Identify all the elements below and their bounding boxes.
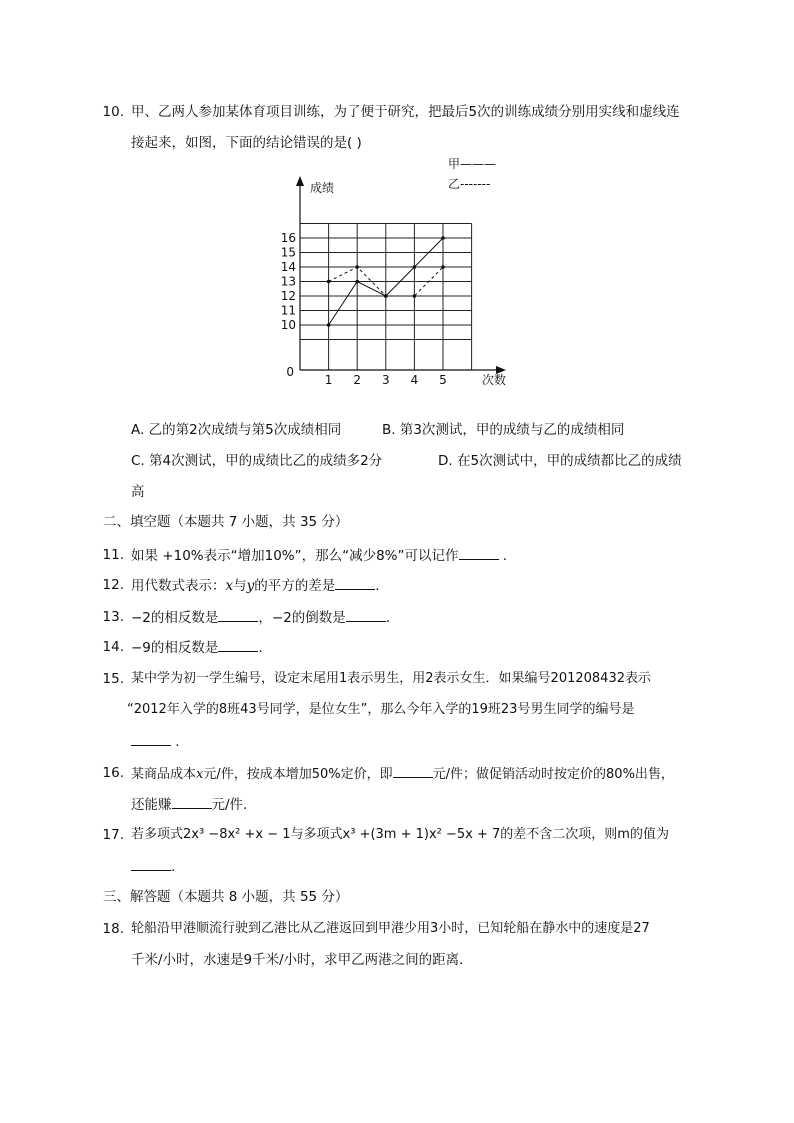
q16-text-line2	[131, 794, 247, 815]
q13-text-c: .	[385, 610, 391, 626]
q17-text-line1: 若多项式2x³ −8x² +x − 1与多项式x³ +(3m + 1)x² −5x + 7的差不含二次项，则m的值为	[131, 827, 669, 842]
q12-text	[131, 575, 380, 596]
option-c: C. 第4次测试，甲的成绩比乙的成绩多2分	[131, 453, 383, 469]
y-tick-label: 16	[280, 231, 296, 245]
q16-line2-b: 元/件.	[211, 797, 248, 813]
q16-line2-a: 还能赚	[131, 797, 172, 813]
data-point-甲	[355, 280, 359, 284]
x-tick-label: 2	[353, 373, 362, 387]
q10-text-line1: 甲、乙两人参加某体育项目训练，为了便于研究，把最后5次的训练成绩分别用实线和虚线连	[131, 104, 680, 120]
line-chart	[270, 150, 530, 390]
q13-text-b: ，−2的倒数是	[258, 610, 346, 626]
q15-text-line2: “2012年入学的8班43号同学，是位女生”，那么今年入学的19班23号男生同学的编号是	[127, 702, 635, 717]
y-axis-label: 成绩	[310, 181, 335, 195]
q13-text-a: −2的相反数是	[131, 610, 219, 626]
var-x: x	[225, 578, 234, 594]
q17-text-line2	[131, 856, 175, 877]
q14-text-a: −9的相反数是	[131, 640, 219, 656]
y-tick-label: 14	[280, 260, 296, 274]
q11-text-b: .	[498, 548, 508, 564]
question-number: 16.	[102, 765, 124, 781]
question-number: 18.	[102, 921, 124, 937]
answer-blank[interactable]	[131, 731, 171, 746]
q17-line2-end: .	[171, 859, 176, 875]
answer-blank[interactable]	[393, 763, 433, 778]
q14-text	[131, 637, 263, 658]
data-point-甲	[413, 265, 417, 269]
y-tick-label: 15	[280, 245, 296, 260]
var-x: x	[196, 767, 204, 782]
q12-text-c: 的平方的差是	[254, 578, 336, 594]
y-tick-label: 13	[280, 274, 296, 289]
origin-label: 0	[286, 365, 294, 379]
q16-text-a: 某商品成本	[131, 767, 197, 782]
legend-entry: 乙-------	[448, 177, 491, 191]
q10-text-line2: 接起来，如图，下面的结论错误的是( )	[131, 135, 362, 151]
data-point-乙	[413, 294, 417, 298]
q15-text-line3	[131, 731, 180, 752]
x-tick-label: 4	[410, 373, 419, 387]
x-tick-label: 3	[381, 373, 390, 387]
q12-text-b: 与	[233, 578, 247, 594]
q15-line3-end: .	[171, 734, 180, 750]
question-number: 15.	[102, 671, 124, 687]
section-title: 二、填空题（本题共 7 小题，共 35 分）	[103, 514, 349, 530]
answer-blank[interactable]	[131, 856, 171, 871]
option-a: A. 乙的第2次成绩与第5次成绩相同	[131, 422, 342, 438]
section-title: 三、解答题（本题共 8 小题，共 55 分）	[103, 889, 349, 905]
data-point-甲	[327, 323, 331, 327]
option-d: D. 在5次测试中，甲的成绩都比乙的成绩	[438, 453, 682, 469]
question-number: 11.	[102, 547, 124, 563]
question-number: 13.	[102, 609, 124, 625]
y-tick-label: 10	[280, 318, 296, 332]
q12-text-a: 用代数式表示：	[131, 578, 226, 594]
answer-blank[interactable]	[218, 637, 258, 652]
data-point-甲	[441, 236, 445, 240]
answer-blank[interactable]	[172, 794, 212, 809]
q16-text-c: 元/件；做促销活动时按定价的80%出售，	[432, 767, 674, 782]
q12-text-d: .	[375, 578, 380, 594]
question-number: 17.	[102, 827, 124, 843]
x-tick-label: 1	[324, 373, 333, 387]
question-number: 12.	[102, 577, 124, 593]
data-point-乙	[327, 280, 331, 284]
data-point-乙	[355, 265, 359, 269]
q18-text-line2: 千米/小时，水速是9千米/小时，求甲乙两港之间的距离．	[131, 952, 473, 968]
answer-blank[interactable]	[218, 607, 258, 622]
var-y: y	[246, 578, 255, 594]
q13-text	[131, 607, 390, 628]
option-b: B. 第3次测试，甲的成绩与乙的成绩相同	[382, 422, 625, 438]
q11-text	[131, 545, 507, 566]
question-number: 14.	[102, 639, 124, 655]
q18-text-line1: 轮船沿甲港顺流行驶到乙港比从乙港返回到甲港少用3小时，已知轮船在静水中的速度是27	[131, 921, 650, 936]
x-axis-label: 次数	[482, 373, 507, 387]
x-tick-label: 5	[439, 373, 447, 387]
q15-text-line1: 某中学为初一学生编号，设定末尾用1表示男生，用2表示女生．如果编号201208432表示	[131, 671, 651, 686]
q14-text-b: .	[258, 640, 263, 656]
answer-blank[interactable]	[459, 545, 499, 560]
q16-text-b: 元/件，按成本增加50%定价，即	[203, 767, 393, 782]
y-tick-label: 12	[280, 289, 296, 303]
q16-text-line1	[131, 763, 674, 785]
question-number: 10.	[102, 104, 124, 120]
answer-blank[interactable]	[346, 607, 386, 622]
data-point-乙	[441, 265, 445, 269]
answer-blank[interactable]	[335, 575, 375, 590]
data-point-乙	[384, 294, 388, 298]
y-axis-arrow	[296, 176, 304, 186]
q11-text-a: 如果 +10%表示“增加10%”，那么“减少8%”可以记作	[131, 548, 459, 564]
y-tick-label: 11	[280, 303, 296, 318]
legend-entry: 甲———	[448, 157, 497, 171]
option-d-continued: 高	[131, 484, 145, 500]
